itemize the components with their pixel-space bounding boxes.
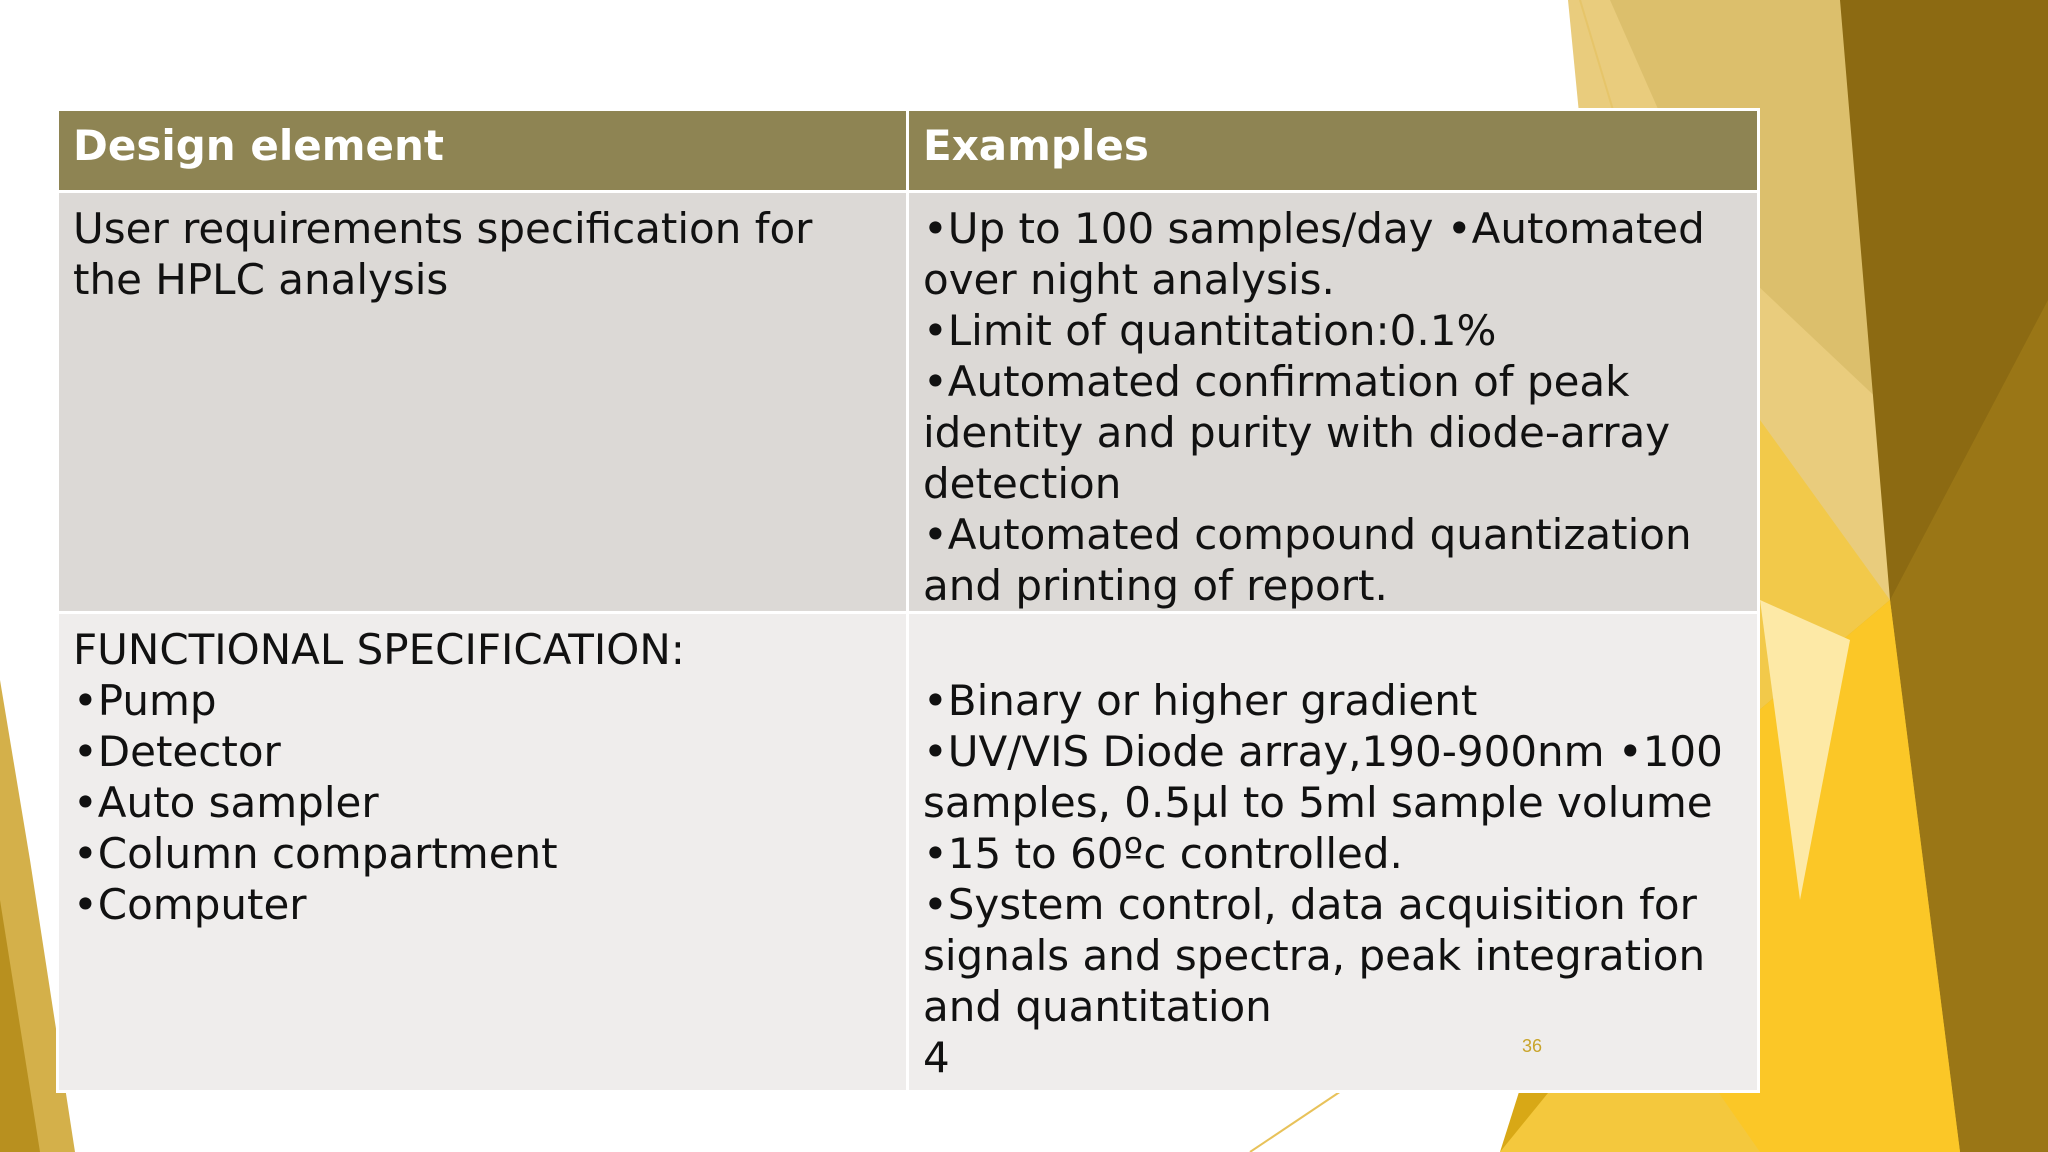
design-element-cell: User requirements specification for the HPLC analysis	[58, 192, 908, 613]
design-elements-table	[56, 108, 1760, 1093]
table-header-row	[58, 110, 1759, 192]
header-design-element: Design element	[58, 110, 908, 192]
table-row	[58, 192, 1759, 613]
table-row	[58, 613, 1759, 1092]
header-examples: Examples	[908, 110, 1759, 192]
examples-cell: •Binary or higher gradient •UV/VIS Diode array,190-900nm •100 samples, 0.5µl to 5ml sample volume •15 to 60ºc controlled. •System control, data acquisition for signals and spectra, peak integration and quantitation 4	[908, 613, 1759, 1092]
design-element-cell: FUNCTIONAL SPECIFICATION: •Pump •Detector •Auto sampler •Column compartment •Computer	[58, 613, 908, 1092]
examples-cell: •Up to 100 samples/day •Automated over night analysis. •Limit of quantitation:0.1% •Automated confirmation of peak identity and purity with diode-array detection •Automated compound quantization and printing of report.	[908, 192, 1759, 613]
slide-page-number: 36	[1522, 1036, 1543, 1056]
